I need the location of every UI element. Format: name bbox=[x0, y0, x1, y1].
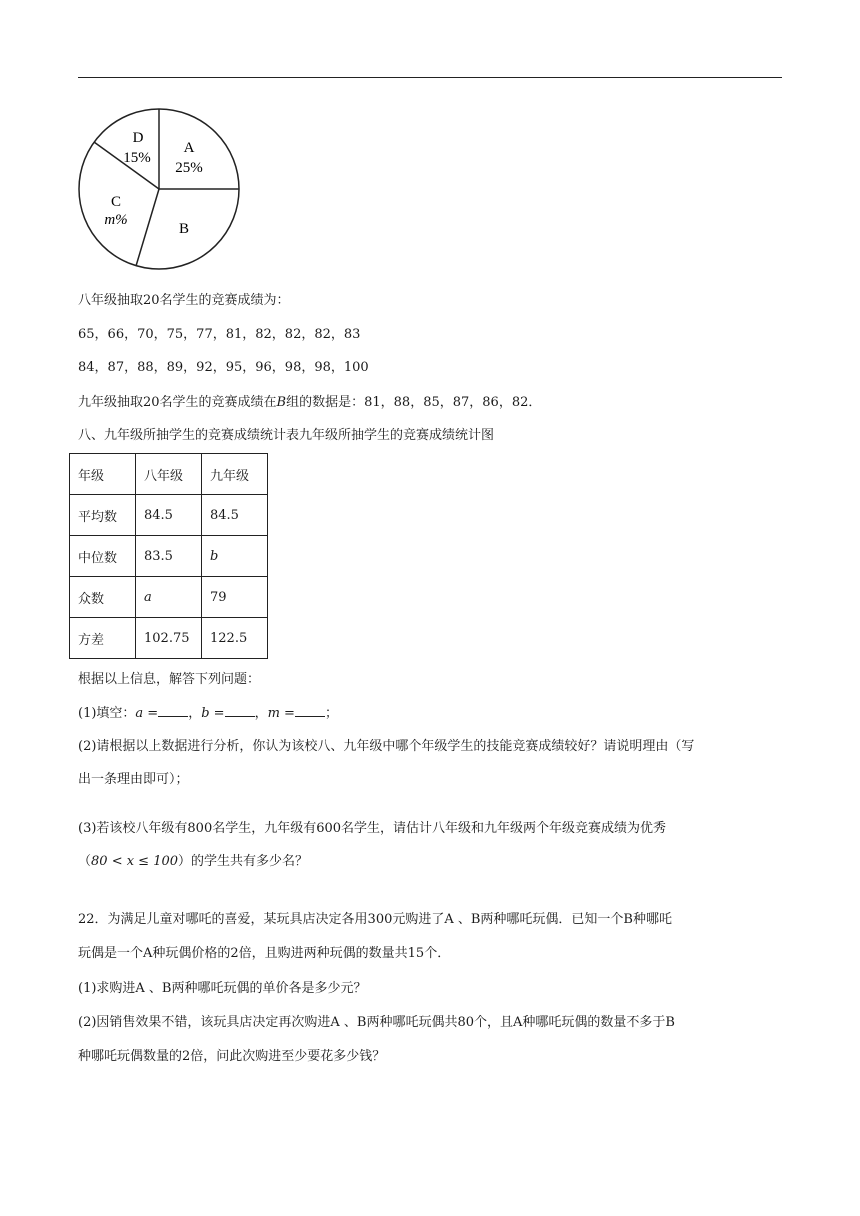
q1-m-label: m = bbox=[267, 706, 295, 721]
table-cell: b bbox=[202, 536, 268, 577]
table-row bbox=[70, 618, 268, 659]
grade8-scores-line1: 65，66，70，75，77，81，82，82，82，83 bbox=[78, 327, 361, 342]
q3-open: （ bbox=[78, 854, 92, 869]
table-caption: 八、九年级所抽学生的竞赛成绩统计表九年级所抽学生的竞赛成绩统计图 bbox=[78, 428, 495, 443]
pie-label-c: C bbox=[110, 194, 122, 210]
grade9-b-data bbox=[78, 393, 541, 413]
q1-sep-2: ， bbox=[254, 706, 268, 721]
pie-label-d: D bbox=[132, 130, 144, 146]
q1-a-label: a = bbox=[135, 706, 159, 721]
problem22-line5: 种哪吒玩偶数量的2倍，问此次购进至少要花多少钱？ bbox=[78, 1049, 386, 1064]
table-cell: 九年级 bbox=[202, 454, 268, 495]
grade8-scores-line2: 84，87，88，89，92，95，96，98，98，100 bbox=[78, 360, 369, 375]
grade8-intro: 八年级抽取20名学生的竞赛成绩为： bbox=[78, 293, 290, 308]
pie-pct-c: m% bbox=[104, 212, 128, 228]
q1-b-label: b = bbox=[201, 706, 225, 721]
problem22-line3: (1)求购进A 、B两种哪吒玩偶的单价各是多少元？ bbox=[78, 981, 367, 996]
table-cell: 102.75 bbox=[136, 618, 202, 659]
question-3-line2 bbox=[78, 852, 308, 872]
q1-m-blank bbox=[295, 703, 325, 717]
q1-b-blank bbox=[225, 703, 255, 717]
pie-divider-bottom bbox=[136, 189, 159, 266]
table-header-row bbox=[70, 454, 268, 495]
problem22-line4: (2)因销售效果不错，该玩具店决定再次购进A 、B两种哪吒玩偶共80个，且A种哪吒玩偶的数量不多于B bbox=[78, 1015, 675, 1030]
q3-close: ）的学生共有多少名？ bbox=[178, 854, 309, 869]
stats-table bbox=[69, 453, 268, 659]
q1-sep-1: ， bbox=[188, 706, 202, 721]
table-row bbox=[70, 495, 268, 536]
grade9-b-pre: 九年级抽取20名学生的竞赛成绩在 bbox=[78, 395, 277, 410]
table-cell: 方差 bbox=[70, 618, 136, 659]
table-cell: 84.5 bbox=[136, 495, 202, 536]
problem22-line2: 玩偶是一个A种玩偶价格的2倍，且购进两种玩偶的数量共15个． bbox=[78, 946, 451, 961]
question-2-line2: 出一条理由即可）； bbox=[78, 772, 189, 787]
table-cell: a bbox=[136, 577, 202, 618]
grade9-b-var: B bbox=[276, 395, 287, 410]
table-cell: 众数 bbox=[70, 577, 136, 618]
q3-range: 80 < x ≤ 100 bbox=[91, 854, 179, 869]
table-row bbox=[70, 536, 268, 577]
q1-end: ； bbox=[324, 706, 338, 721]
questions-intro: 根据以上信息，解答下列问题： bbox=[78, 672, 261, 687]
grade9-b-post: 组的数据是：81，88，85，87，86，82． bbox=[286, 395, 542, 410]
table-cell: 83.5 bbox=[136, 536, 202, 577]
problem22-line1: 22．为满足儿童对哪吒的喜爱，某玩具店决定各用300元购进了A 、B两种哪吒玩偶．已知一个B种哪吒 bbox=[78, 912, 672, 927]
pie-pct-a: 25% bbox=[175, 160, 203, 176]
table-cell: 122.5 bbox=[202, 618, 268, 659]
table-cell: 79 bbox=[202, 577, 268, 618]
pie-chart bbox=[76, 106, 242, 272]
header-rule bbox=[78, 77, 782, 78]
question-3-line1: (3)若该校八年级有800名学生，九年级有600名学生，请估计八年级和九年级两个年级竞赛成绩为优秀 bbox=[78, 821, 667, 836]
question-2-line1: (2)请根据以上数据进行分析，你认为该校八、九年级中哪个年级学生的技能竞赛成绩较好？请说明理由（写 bbox=[78, 739, 695, 754]
table-cell: 84.5 bbox=[202, 495, 268, 536]
question-1 bbox=[78, 703, 338, 724]
table-row bbox=[70, 577, 268, 618]
pie-label-a: A bbox=[183, 140, 195, 156]
pie-pct-d: 15% bbox=[123, 150, 151, 166]
table-cell: 平均数 bbox=[70, 495, 136, 536]
q1-prefix: (1)填空： bbox=[78, 706, 136, 721]
table-cell: 八年级 bbox=[136, 454, 202, 495]
table-cell: 中位数 bbox=[70, 536, 136, 577]
q1-a-blank bbox=[158, 703, 188, 717]
table-cell: 年级 bbox=[70, 454, 136, 495]
pie-label-b: B bbox=[178, 221, 190, 237]
